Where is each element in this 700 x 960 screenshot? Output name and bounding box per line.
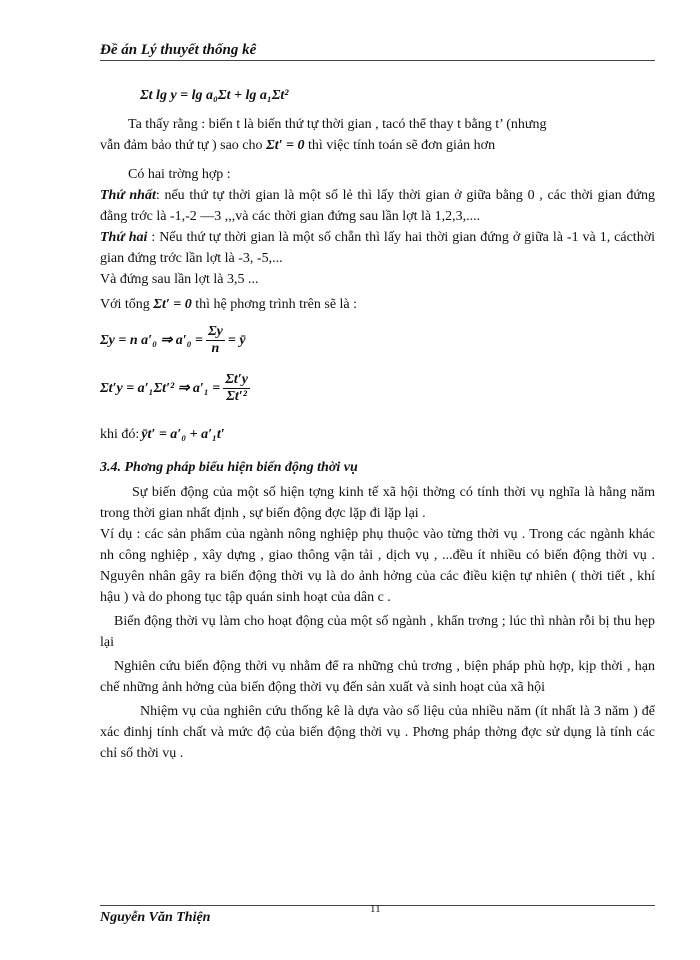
formula-inline: Σt′ = 0 xyxy=(153,297,192,312)
fraction xyxy=(206,324,225,357)
fraction xyxy=(223,372,250,405)
formula-text: = ȳ xyxy=(227,332,246,348)
formula-inline: Σt′ = 0 xyxy=(266,138,305,153)
paragraph xyxy=(100,227,655,269)
text-span: : Nếu thứ tự thời gian là một số chẵn thì lấy hai thời gian đứng ở giữa là -1 và 1, cácthời gian đứng trớc lần lợt là -3, -5,... xyxy=(100,230,655,266)
formula-log-regression xyxy=(140,78,655,112)
fraction-denominator: Σt′² xyxy=(226,388,247,404)
text-span: vẫn đảm bảo thứ tự ) sao cho xyxy=(100,138,263,153)
text-span: thì hệ phơng trình trên sẽ là : xyxy=(195,297,358,312)
paragraph xyxy=(100,294,655,315)
section-heading: 3.4. Phơng pháp biểu hiện biến động thời vụ xyxy=(100,460,358,475)
footer-author: Nguyễn Văn Thiện xyxy=(100,910,211,925)
paragraph: Ví dụ : các sản phẩm của ngành nông nghiệp phụ thuộc vào từng thời vụ . Trong các ngành khác nh công nghiệp , xây dựng , giao thông vận tải , dịch vụ , ...đều ít nhiều có biến động thời vụ . Nguyên nhân gây ra biến động thời vụ là do ảnh hởng của các điều kiện tự nhiên ( thời tiết , khí hậu ) và do phong tục tập quán sinh hoạt của dân c . xyxy=(100,527,655,605)
formula-trend xyxy=(100,417,655,451)
paragraph: Biến động thời vụ làm cho hoạt động của một số ngành , khẩn trơng ; lúc thì nhàn rỗi bị thu hẹp lại xyxy=(100,614,655,650)
paragraph xyxy=(100,135,655,156)
header-title: Đề án Lý thuyết thống kê xyxy=(100,42,257,58)
formula-a1 xyxy=(100,363,655,413)
formula-text: Σy = n a′₀ ⇒ a′₀ = xyxy=(100,332,203,348)
paragraph: Và đứng sau lần lợt là 3,5 ... xyxy=(100,272,259,287)
paragraph: Sự biến động của một số hiện tợng kinh tế xã hội thờng có tính thời vụ nghĩa là hằng năm trong thời gian nhất định , sự biến động đợc lặp đi lặp lại . xyxy=(100,485,655,521)
paragraph: Nhiệm vụ của nghiên cứu thống kê là dựa vào số liệu của nhiều năm (ít nhất là 3 năm ) để xác đinhj tính chất và mức độ của biến động thời vụ . Phơng pháp thờng đợc sử dụng là tính các chỉ số thời vụ . xyxy=(100,704,655,761)
fraction-numerator: Σy xyxy=(208,323,223,339)
text-span: khi đó: xyxy=(100,426,140,442)
paragraph: Ta thấy rằng : biến t là biến thứ tự thời gian , tacó thể thay t bằng t’ (nhưng xyxy=(128,117,547,132)
label-first: Thứ nhất xyxy=(100,188,156,203)
page-number: 11 xyxy=(370,903,381,915)
formula-a0 xyxy=(100,319,655,361)
text-span: thì việc tính toán sẽ đơn giản hơn xyxy=(308,138,496,153)
document-body xyxy=(100,78,655,764)
fraction-numerator: Σt′y xyxy=(225,371,248,387)
formula-text: Σt′y = a′₁Σt′² ⇒ a′₁ = xyxy=(100,380,221,396)
fraction-denominator: n xyxy=(211,340,220,356)
paragraph xyxy=(100,185,655,227)
header-divider xyxy=(100,60,655,61)
text-span: Với tổng xyxy=(100,297,150,312)
label-second: Thứ hai xyxy=(100,230,148,245)
formula-text: Σt lg y = lg a₀Σt + lg a₁Σt² xyxy=(140,87,289,103)
paragraph: Có hai trờng hợp : xyxy=(128,167,231,182)
paragraph: Nghiên cứu biến động thời vụ nhằm để ra những chủ trơng , biện pháp phù hợp, kịp thời , hạn chế những ảnh hởng của biến động thời vụ đến sản xuất và sinh hoạt của xã hội xyxy=(100,659,655,695)
formula-text: ȳt′ = a′₀ + a′₁t′ xyxy=(141,426,225,442)
text-span: : nếu thứ tự thời gian là một số lẻ thì lấy thời gian ở giữa bằng 0 , các thời gian đứng đằng trớc là -1,-2 —3 ,,,và các thời gian đứng sau lần lợt là 1,2,3,.... xyxy=(100,188,656,224)
